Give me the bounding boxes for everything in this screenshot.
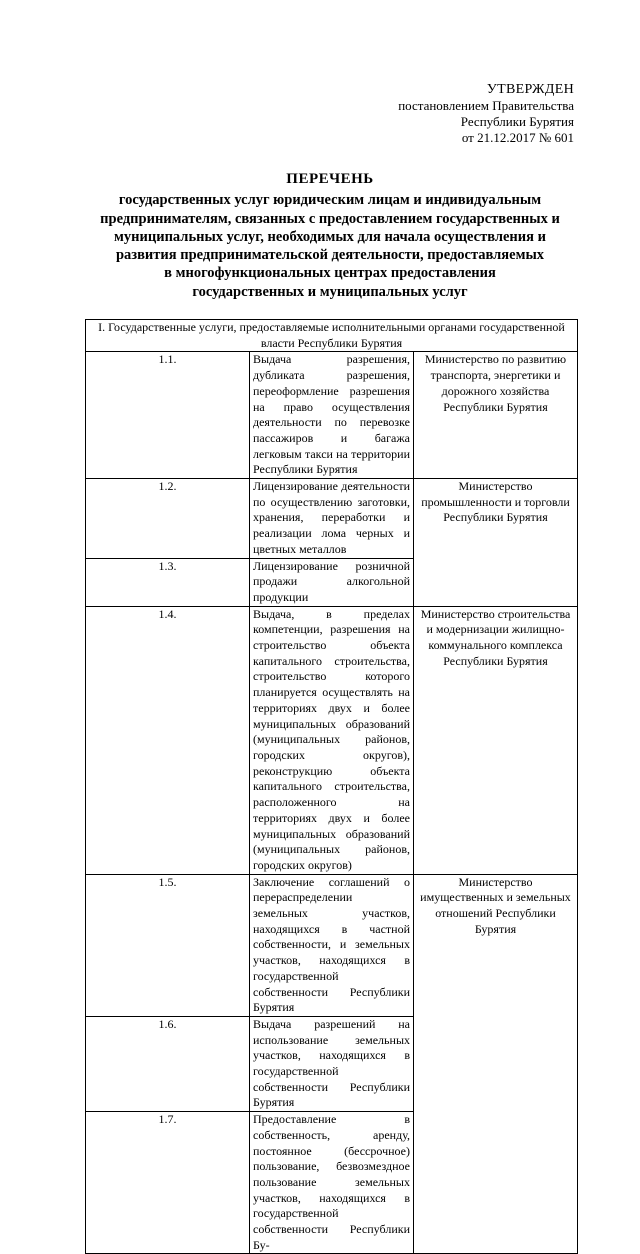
service-name: Выдача разрешений на использование земельных участков, находящихся в государственной собственности Республики Бурятия — [250, 1016, 414, 1111]
service-name: Предоставление в собственность, аренду, постоянное (бессрочное) пользование, безвозмездное пользование земельных участков, находящихся в государственной собственности Республики Бу- — [250, 1112, 414, 1254]
title-line: в многофункциональных центрах предоставления — [164, 265, 496, 282]
title-line: развития предпринимательской деятельности, предоставляемых — [115, 247, 545, 264]
title-line: государственных услуг юридическим лицам и индивидуальным — [118, 192, 542, 209]
row-number: 1.5. — [86, 874, 250, 1016]
row-number: 1.1. — [86, 352, 250, 479]
service-name: Заключение соглашений о перераспределении земельных участков, находящихся в частной собственности, и земельных участков, находящихся в государственной собственности Республики Бурятия — [250, 874, 414, 1016]
service-name: Выдача разрешения, дубликата разрешения, переоформление разрешения на право осуществления деятельности по перевозке пассажиров и багажа легковым такси на территории Республики Бурятия — [250, 352, 414, 479]
row-number: 1.7. — [86, 1112, 250, 1254]
title-heading: ПЕРЕЧЕНЬ — [286, 171, 374, 187]
approval-heading: УТВЕРЖДЕН — [486, 82, 574, 97]
title-line: муниципальных услуг, необходимых для начала осуществления и — [114, 228, 546, 245]
document-title — [80, 170, 580, 301]
service-name: Лицензирование розничной продажи алкогольной продукции — [250, 558, 414, 606]
service-name: Лицензирование деятельности по осуществлению заготовки, хранения, переработки и реализации лома черных и цветных металлов — [250, 479, 414, 559]
section-header: I. Государственные услуги, предоставляемые исполнительными органами государственной власти Республики Бурятия — [86, 320, 578, 352]
section-row — [86, 320, 578, 352]
approval-decree: постановлением Правительства — [398, 98, 574, 113]
ministry-name: Министерство по развитию транспорта, энергетики и дорожного хозяйства Республики Бурятия — [414, 352, 578, 479]
ministry-name: Министерство промышленности и торговли Республики Бурятия — [414, 479, 578, 607]
row-number: 1.3. — [86, 558, 250, 606]
table-row — [86, 479, 578, 559]
ministry-name: Министерство имущественных и земельных отношений Республики Бурятия — [414, 874, 578, 1254]
title-line: предпринимателям, связанных с предоставлением государственных и — [100, 210, 560, 227]
approval-date-number: от 21.12.2017 № 601 — [461, 130, 574, 145]
approval-government: Республики Бурятия — [460, 114, 574, 129]
ministry-name: Министерство строительства и модернизации жилищно-коммунального комплекса Республики Бурятия — [414, 606, 578, 874]
table-row — [86, 874, 578, 1016]
approval-stamp — [334, 82, 574, 146]
row-number: 1.4. — [86, 606, 250, 874]
service-name: Выдача, в пределах компетенции, разрешения на строительство объекта капитального строительства, строительство которого планируется осуществлять на территориях двух и более муниципальных образований (муниципальных районов, городских округов), реконструкцию объекта капитального строительства, расположенного на территориях двух и более муниципальных образований (муниципальных районов, городских округов) — [250, 606, 414, 874]
row-number: 1.6. — [86, 1016, 250, 1111]
title-line: государственных и муниципальных услуг — [192, 283, 468, 300]
table-row — [86, 352, 578, 479]
table-row — [86, 606, 578, 874]
services-table — [85, 319, 578, 1254]
row-number: 1.2. — [86, 479, 250, 559]
